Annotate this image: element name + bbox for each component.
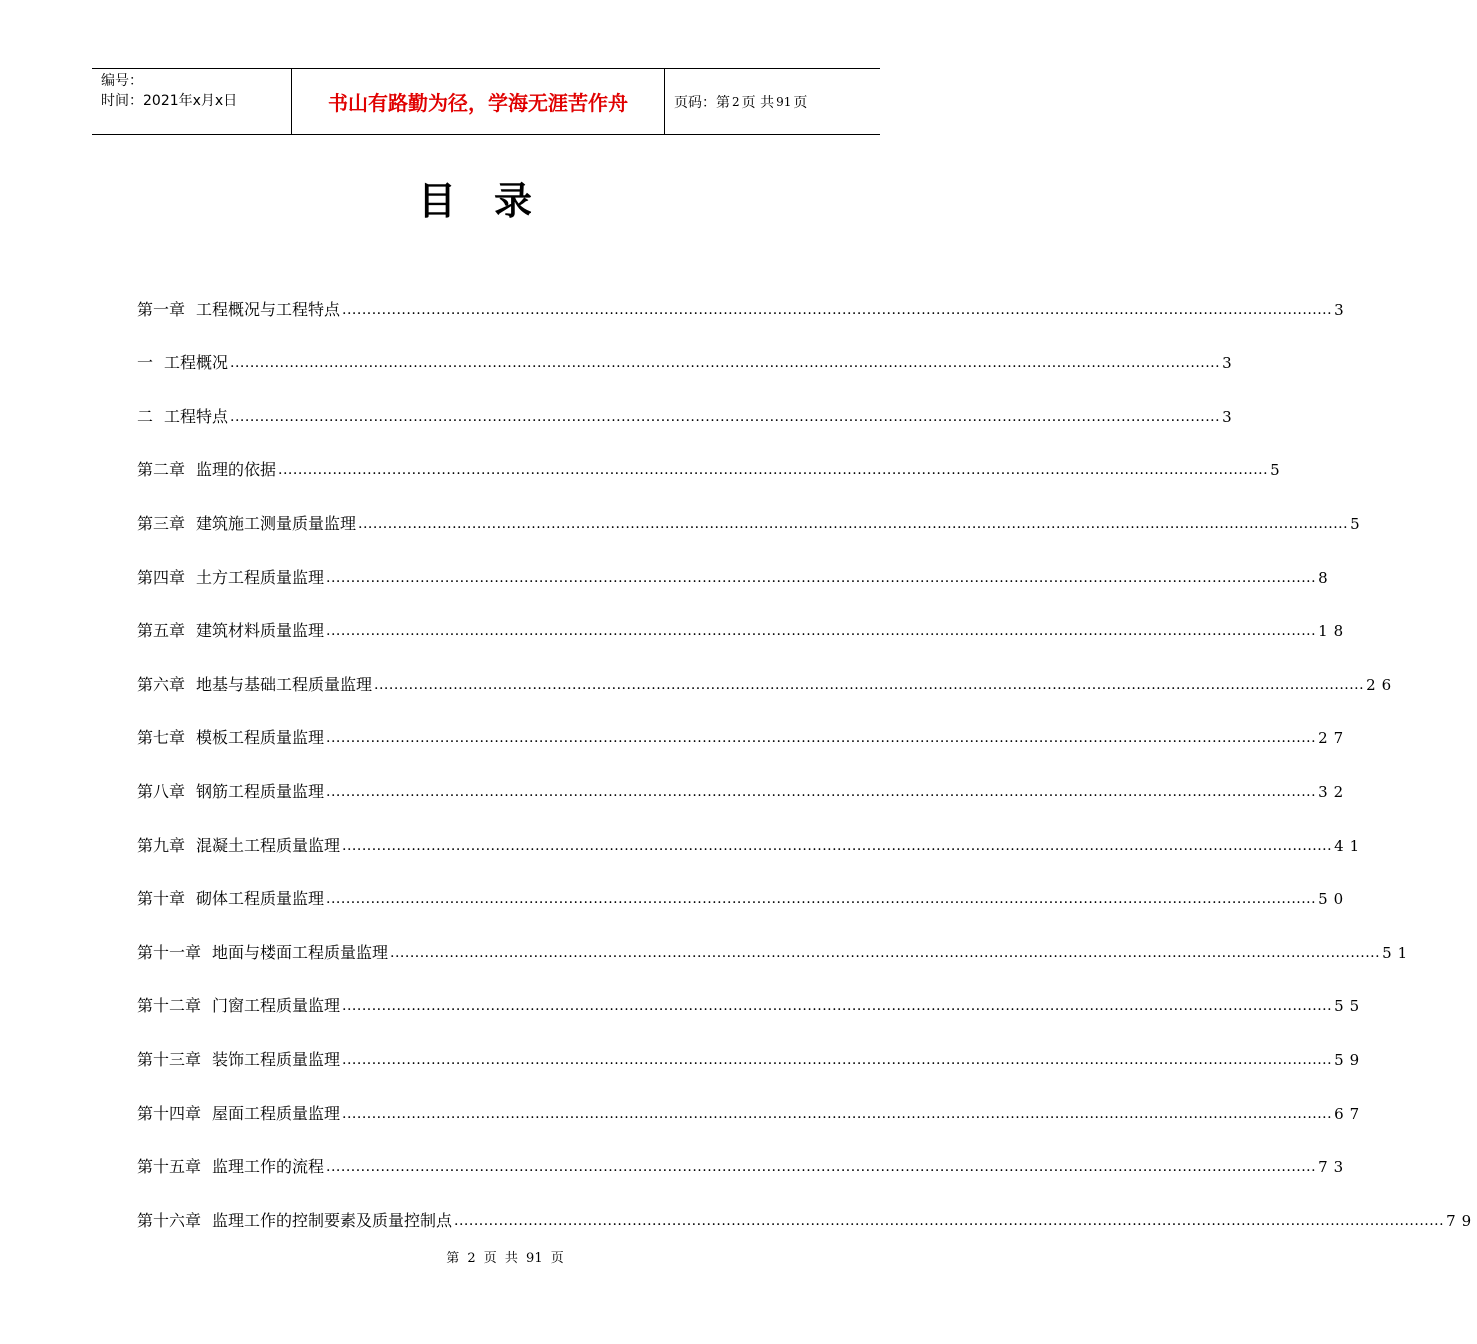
toc-entry-page: 41 <box>1334 836 1366 855</box>
toc-entry-text: 工程概况与工程特点 <box>196 299 341 319</box>
toc-entry-text: 门窗工程质量监理 <box>212 996 341 1016</box>
toc-entry-number: 第六章 <box>137 674 186 694</box>
toc-entry-number: 第一章 <box>137 299 186 319</box>
toc-leader-dots: ........................................................................................................................................................................................................ <box>326 569 1317 586</box>
toc-entry[interactable] <box>137 431 1286 485</box>
toc-entry-text: 地基与基础工程质量监理 <box>196 674 373 694</box>
toc-entry-text: 监理的依据 <box>196 460 277 480</box>
toc-entry[interactable] <box>137 324 1238 378</box>
page-footer: 第 2 页 共 91 页 <box>446 1251 564 1266</box>
toc-entry-number: 第十三章 <box>137 1049 202 1069</box>
toc-entry-number: 一 <box>137 353 154 373</box>
toc-entry-number: 第十二章 <box>137 996 202 1016</box>
toc-entry[interactable] <box>137 538 1334 592</box>
toc-entry-label <box>137 617 324 645</box>
toc-entry-text: 监理工作的控制要素及质量控制点 <box>212 1210 453 1230</box>
page-suffix: 页 <box>793 94 808 111</box>
toc-leader-dots: ........................................................................................................................................................................................................ <box>342 301 1333 318</box>
toc-entry-text: 工程特点 <box>164 406 229 426</box>
page-current: 2 <box>732 94 740 109</box>
toc-entry-text: 混凝土工程质量监理 <box>196 835 341 855</box>
toc-entry-label <box>137 832 340 860</box>
toc-entry-label <box>137 1100 340 1128</box>
toc-entry[interactable] <box>137 913 1414 967</box>
toc-entry-label <box>137 1207 452 1235</box>
toc-entry-page: 27 <box>1318 729 1350 748</box>
toc-leader-dots: ........................................................................................................................................................................................................ <box>326 623 1317 640</box>
toc-entry-number: 第十章 <box>137 889 186 909</box>
toc-entry[interactable] <box>137 1074 1366 1128</box>
toc-entry-label <box>137 939 388 967</box>
toc-leader-dots: ........................................................................................................................................................................................................ <box>342 1051 1333 1068</box>
toc-entry-page: 18 <box>1318 622 1350 641</box>
toc-entry-number: 第四章 <box>137 567 186 587</box>
toc-entry-page: 5 <box>1270 461 1286 480</box>
toc-entry-label <box>137 349 228 377</box>
toc-entry[interactable] <box>137 484 1366 538</box>
toc-leader-dots: ........................................................................................................................................................................................................ <box>326 783 1317 800</box>
document-number-label: 编号： <box>101 73 143 89</box>
toc-entry-text: 土方工程质量监理 <box>196 567 325 587</box>
toc-entry-page: 3 <box>1334 300 1350 319</box>
toc-leader-dots: ........................................................................................................................................................................................................ <box>454 1212 1445 1229</box>
toc-entry-page: 3 <box>1222 354 1238 373</box>
toc-leader-dots: ........................................................................................................................................................................................................ <box>230 408 1221 425</box>
toc-leader-dots: ........................................................................................................................................................................................................ <box>358 515 1349 532</box>
toc-entry-page: 55 <box>1334 997 1366 1016</box>
toc-entry-text: 模板工程质量监理 <box>196 728 325 748</box>
toc-entry-page: 50 <box>1318 890 1350 909</box>
toc-entry-page: 5 <box>1350 514 1366 533</box>
table-of-contents <box>137 270 1477 1235</box>
toc-entry-page: 79 <box>1446 1211 1477 1230</box>
toc-leader-dots: ........................................................................................................................................................................................................ <box>278 462 1269 479</box>
toc-entry[interactable] <box>137 592 1350 646</box>
toc-entry-page: 3 <box>1222 407 1238 426</box>
toc-entry-text: 工程概况 <box>164 353 229 373</box>
toc-entry[interactable] <box>137 270 1350 324</box>
toc-entry-label <box>137 1153 324 1181</box>
toc-entry-number: 第七章 <box>137 728 186 748</box>
toc-leader-dots: ........................................................................................................................................................................................................ <box>230 355 1221 372</box>
toc-entry-label <box>137 885 324 913</box>
toc-entry[interactable] <box>137 1128 1350 1182</box>
toc-entry[interactable] <box>137 860 1350 914</box>
toc-entry-text: 装饰工程质量监理 <box>212 1049 341 1069</box>
toc-entry[interactable] <box>137 806 1366 860</box>
toc-leader-dots: ........................................................................................................................................................................................................ <box>390 944 1381 961</box>
toc-entry[interactable] <box>137 752 1350 806</box>
page-prefix: 页码：第 <box>674 94 730 111</box>
toc-entry-page: 26 <box>1366 675 1398 694</box>
toc-entry-page: 67 <box>1334 1104 1366 1123</box>
toc-entry-page: 32 <box>1318 782 1350 801</box>
toc-entry[interactable] <box>137 377 1238 431</box>
toc-entry[interactable] <box>137 1020 1366 1074</box>
toc-entry-number: 第十一章 <box>137 942 202 962</box>
toc-entry-label <box>137 1046 340 1074</box>
toc-entry-number: 第十五章 <box>137 1157 202 1177</box>
toc-entry-label <box>137 992 340 1020</box>
toc-entry-number: 第三章 <box>137 513 186 533</box>
toc-entry-page: 51 <box>1382 943 1414 962</box>
header-page-info <box>665 69 880 134</box>
toc-entry-text: 建筑材料质量监理 <box>196 621 325 641</box>
toc-entry-text: 建筑施工测量质量监理 <box>196 513 357 533</box>
toc-leader-dots: ........................................................................................................................................................................................................ <box>326 730 1317 747</box>
toc-entry-label <box>137 296 340 324</box>
toc-leader-dots: ........................................................................................................................................................................................................ <box>374 676 1365 693</box>
toc-entry-text: 砌体工程质量监理 <box>196 889 325 909</box>
header-meta <box>92 69 292 134</box>
toc-entry-label <box>137 671 372 699</box>
toc-entry-label <box>137 510 356 538</box>
toc-leader-dots: ........................................................................................................................................................................................................ <box>326 1159 1317 1176</box>
toc-entry-label <box>137 403 228 431</box>
header-motto: 书山有路勤为径，学海无涯苦作舟 <box>292 69 665 134</box>
toc-leader-dots: ........................................................................................................................................................................................................ <box>342 837 1333 854</box>
toc-leader-dots: ........................................................................................................................................................................................................ <box>342 1105 1333 1122</box>
page-total: 91 <box>776 94 792 109</box>
toc-entry-label <box>137 564 324 592</box>
toc-entry-number: 第十六章 <box>137 1210 202 1230</box>
document-time: 时间：2021年x月x日 <box>101 93 238 109</box>
toc-entry-page: 59 <box>1334 1050 1366 1069</box>
toc-entry[interactable] <box>137 967 1366 1021</box>
toc-entry-number: 第十四章 <box>137 1103 202 1123</box>
toc-entry-number: 第八章 <box>137 781 186 801</box>
toc-entry-label <box>137 778 324 806</box>
toc-entry[interactable] <box>137 645 1398 699</box>
page-title: 目录 <box>417 179 570 223</box>
toc-entry-number: 第二章 <box>137 460 186 480</box>
toc-entry-page: 73 <box>1318 1158 1350 1177</box>
toc-leader-dots: ........................................................................................................................................................................................................ <box>326 891 1317 908</box>
toc-entry-text: 屋面工程质量监理 <box>212 1103 341 1123</box>
toc-entry[interactable] <box>137 1181 1477 1235</box>
toc-entry-label <box>137 724 324 752</box>
toc-entry-text: 监理工作的流程 <box>212 1157 325 1177</box>
page-header <box>92 68 880 135</box>
toc-entry-page: 8 <box>1318 568 1334 587</box>
toc-entry-text: 钢筋工程质量监理 <box>196 781 325 801</box>
toc-entry[interactable] <box>137 699 1350 753</box>
toc-leader-dots: ........................................................................................................................................................................................................ <box>342 998 1333 1015</box>
page-middle: 页 共 <box>741 94 775 111</box>
toc-entry-text: 地面与楼面工程质量监理 <box>212 942 389 962</box>
toc-entry-label <box>137 456 276 484</box>
toc-entry-number: 第九章 <box>137 835 186 855</box>
toc-entry-number: 二 <box>137 406 154 426</box>
toc-entry-number: 第五章 <box>137 621 186 641</box>
